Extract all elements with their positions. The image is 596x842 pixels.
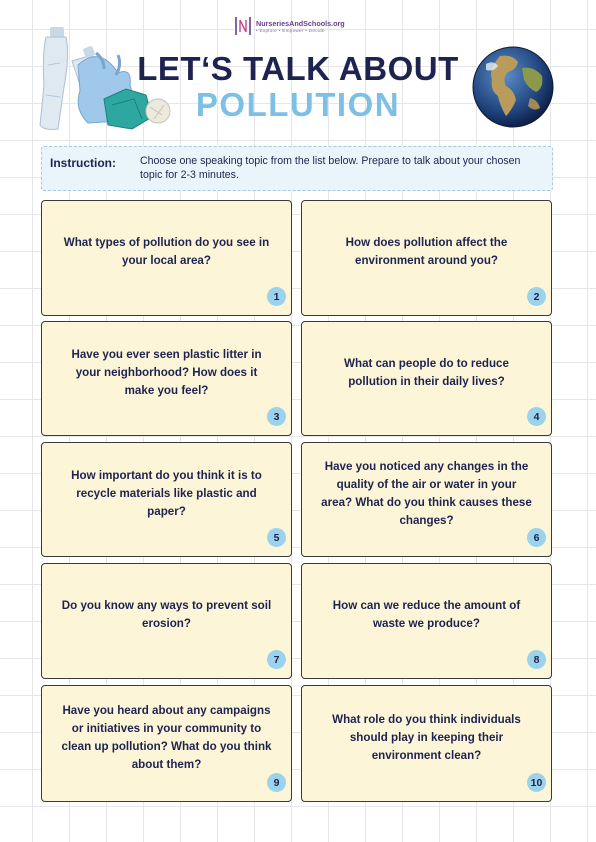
topic-question: Have you noticed any changes in the quality of the air or water in your area? What do you think causes these changes? [321,459,532,527]
topic-number-badge: 10 [527,773,546,792]
topic-card [41,442,292,557]
topic-question: What types of pollution do you see in your local area? [63,236,270,267]
logo-mark-icon [234,15,252,37]
logo-tagline: • Explore • Empower • Decide [256,27,325,33]
topic-question: How important do you think it is to recycle materials like plastic and paper? [71,468,262,518]
topic-number-badge: 1 [267,287,286,306]
instruction-text: Choose one speaking topic from the list below. Prepare to talk about your chosen topic for 2-3 minutes. [140,155,521,181]
topic-card [41,321,292,436]
topic-card [301,321,552,436]
topic-card [41,685,292,802]
topic-number-badge: 2 [527,287,546,306]
topic-question: What can people do to reduce pollution in their daily lives? [344,356,509,388]
topic-card [301,200,552,316]
topic-card [301,442,552,557]
topic-card [301,563,552,679]
topic-number-badge: 7 [267,650,286,669]
site-logo [234,13,345,39]
topic-number-badge: 8 [527,650,546,669]
instruction-box [41,146,553,191]
topic-number-badge: 3 [267,407,286,426]
topic-card [41,563,292,679]
topic-number-badge: 6 [527,528,546,547]
topic-question: How does pollution affect the environment around you? [345,236,508,267]
page-subtitle: POLLUTION [195,86,401,123]
topic-number-badge: 4 [527,407,546,426]
topic-number-badge: 5 [267,528,286,547]
topic-question: Do you know any ways to prevent soil erosion? [61,599,272,630]
topic-question: Have you heard about any campaigns or initiatives in your community to clean up pollution? What do you think about them? [61,703,272,771]
topic-question: Have you ever seen plastic litter in your neighborhood? How does it make you feel? [71,347,262,397]
logo-name: NurseriesAndSchools.org [256,18,345,28]
earth-globe-icon [472,46,554,128]
page-title: LET‘S TALK ABOUT [137,50,459,87]
topic-card [41,200,292,316]
topic-question: How can we reduce the amount of waste we produce? [332,599,521,630]
topic-number-badge: 9 [267,773,286,792]
topic-card [301,685,552,802]
instruction-label: Instruction: [50,156,116,170]
topic-question: What role do you think individuals should play in keeping their environment clean? [332,712,521,762]
